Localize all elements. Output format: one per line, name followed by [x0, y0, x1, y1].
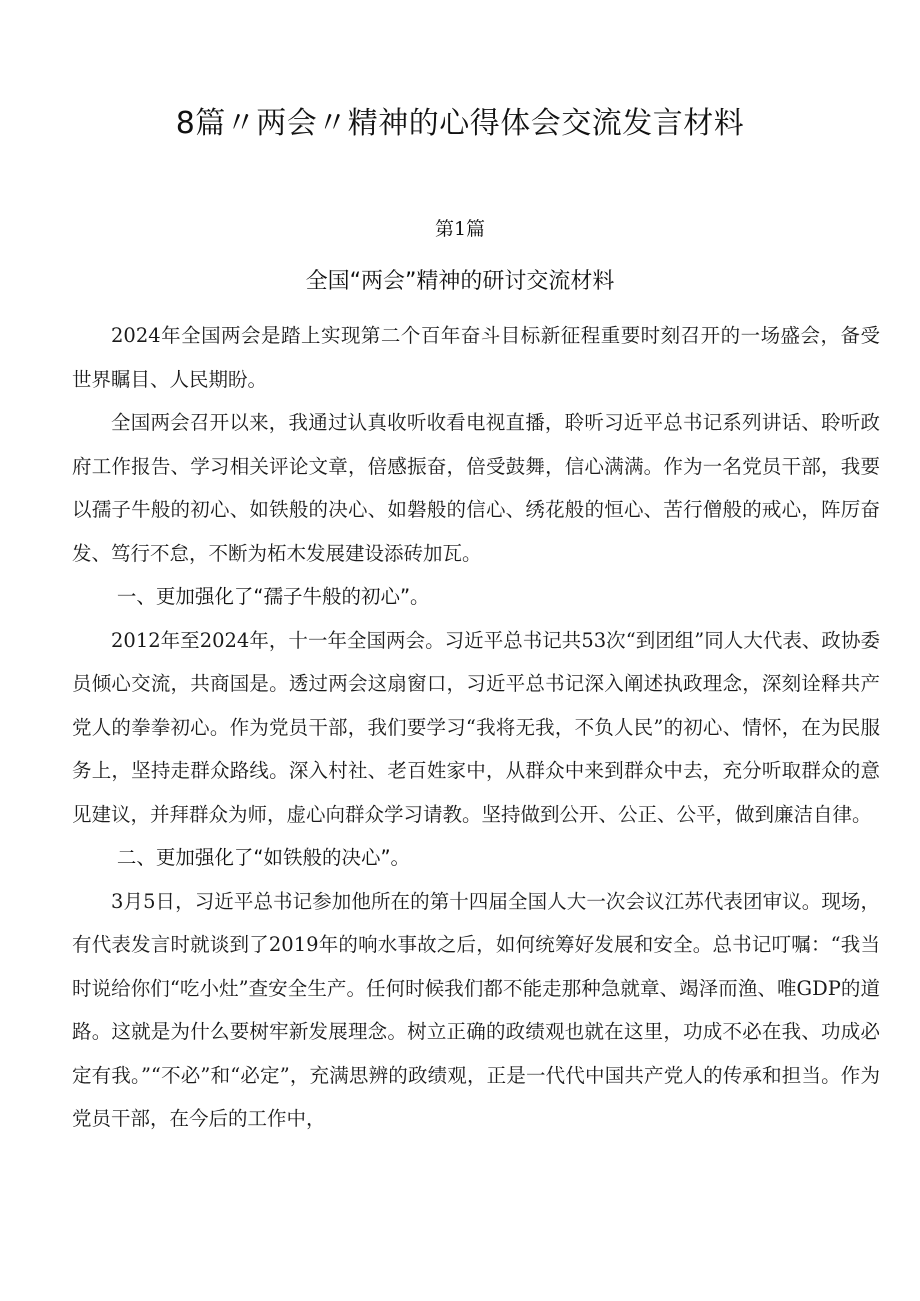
- paragraph-commitment: 全国两会召开以来，我通过认真收听收看电视直播，聆听习近平总书记系列讲话、聆听政府工作报告、学习相关评论文章，倍感振奋，倍受鼓舞，信心满满。作为一名党员干部，我要以孺子牛般的初心、如铁般的决心、如磐般的信心、绣花般的恒心、苦行僧般的戒心，阵厉奋发、笃行不怠，不断为柘木发展建设添砖加瓦。: [72, 411, 880, 565]
- section-title: 全国“两会”精神的研讨交流材料: [305, 269, 615, 294]
- heading-second-point: 二、更加强化了“如铁般的决心”。: [116, 846, 411, 869]
- document-title: 8篇〃两会〃精神的心得体会交流发言材料: [175, 106, 745, 141]
- section-number: 第1篇: [434, 218, 486, 240]
- paragraph-second-point: 3月5日，习近平总书记参加他所在的第十四届全国人大一次会议江苏代表团审议。现场，有代表发言时就谈到了2019年的响水事故之后，如何统筹好发展和安全。总书记叮嘱：“我当时说给你们“吃小灶”查安全生产。任何时候我们都不能走那种急就章、竭泽而渔、唯GDP的道路。这就是为什么要树牢新发展理念。树立正确的政绩观也就在这里，功成不必在我、功成必定有我。”“不必”和“必定”，充满思辨的政绩观，正是一代代中国共产党人的传承和担当。作为党员干部，在今后的工作中，: [72, 889, 880, 1130]
- document-body: [72, 314, 880, 1141]
- paragraph-first-point: 2012年至2024年，十一年全国两会。习近平总书记共53次“到团组”同人大代表、政协委员倾心交流，共商国是。透过两会这扇窗口，习近平总书记深入阐述执政理念，深刻诠释共产党人的拳拳初心。作为党员干部，我们要学习“我将无我，不负人民”的初心、情怀，在为民服务上，坚持走群众路线。深入村社、老百姓家中，从群众中来到群众中去，充分听取群众的意见建议，并拜群众为师，虚心向群众学习请教。坚持做到公开、公正、公平，做到廉洁自律。: [72, 628, 880, 826]
- heading-first-point: 一、更加强化了“孺子牛般的初心”。: [116, 585, 430, 608]
- paragraph-intro: 2024年全国两会是踏上实现第二个百年奋斗目标新征程重要时刻召开的一场盛会，备受世界瞩目、人民期盼。: [72, 324, 880, 391]
